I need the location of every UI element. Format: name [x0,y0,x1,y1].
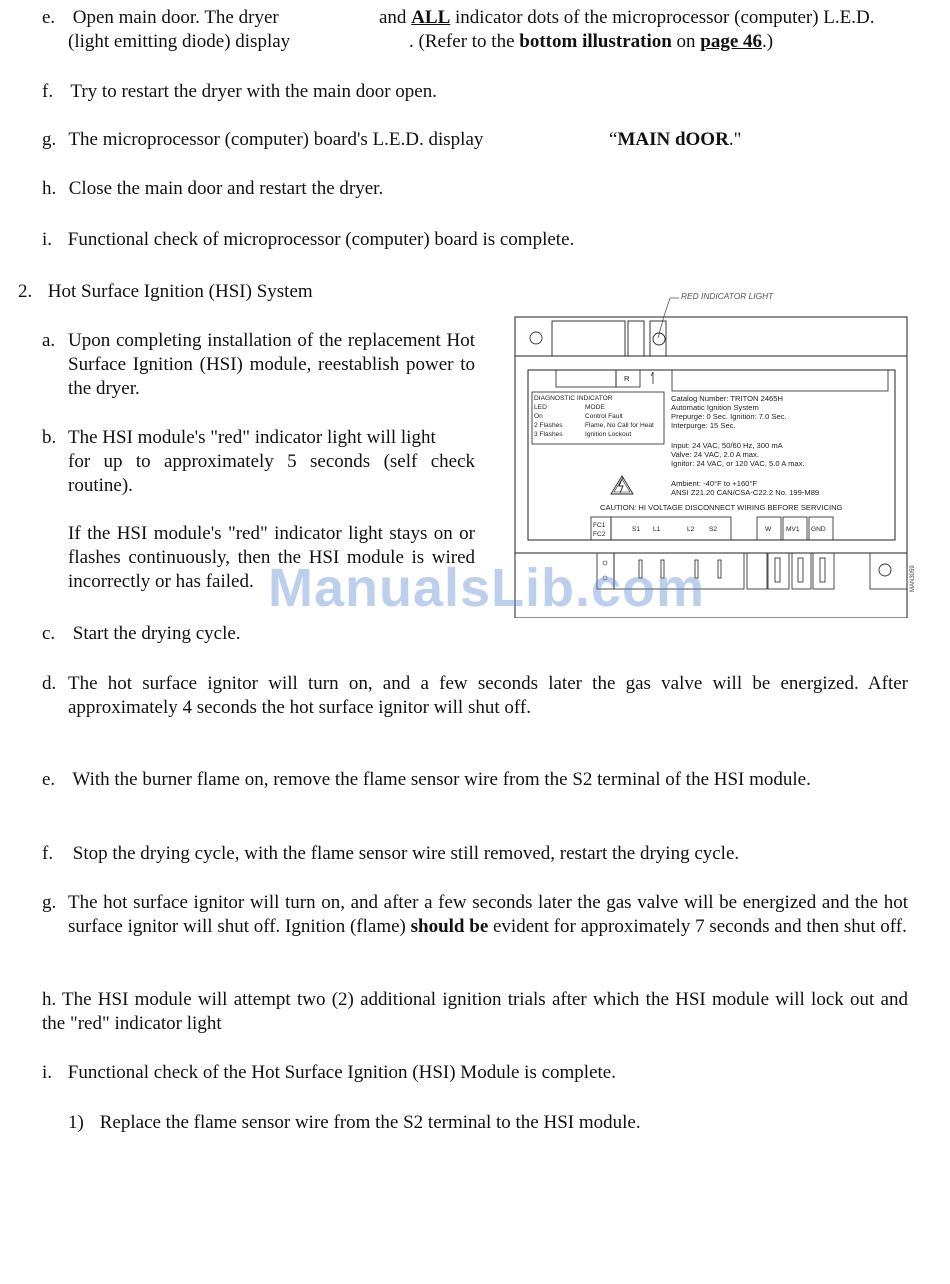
substep-text: Replace the flame sensor wire from the S2 terminal to the HSI module. [99,1112,641,1133]
catalog-number: Catalog Number: TRITON 2465H [671,394,783,403]
step-text: Functional check of the Hot Surface Ignition (HSI) Module is complete. [67,1062,616,1083]
red-indicator-callout [658,291,774,338]
mount-hole-icon [530,332,542,344]
step-2a [42,329,475,401]
step-label: i. [42,229,53,250]
emphasis-all: ALL [411,7,451,28]
section-title: Hot Surface Ignition (HSI) System [47,281,313,302]
step-text: The hot surface ignitor will turn on, and a few seconds later the gas valve will be energized. After approximately 4 seconds the hot surface ignitor will shut off. [68,673,908,718]
step-label: f. [42,843,54,864]
step-text: The microprocessor (computer) board's L.E.D. display [68,129,484,150]
top-connector [552,321,625,356]
step-2c [42,622,241,646]
col-led: LED [534,404,547,411]
step-text: Upon completing installation of the replacement Hot Surface Ignition (HSI) module, reestablish power to the dryer. [68,330,475,399]
emphasis-bottom-illustration: bottom illustration [519,31,672,52]
step-2g [42,891,908,939]
step-1f [42,80,437,104]
step-text-wrap [16,988,908,1036]
step-label: e. [42,769,56,790]
ambient-rating: Ambient: -40°F to +160°F [671,479,758,488]
step-label: g. [42,129,57,150]
step-label: c. [42,623,56,644]
step-1i [42,228,574,252]
section-2-heading [18,280,313,304]
mount-hole-icon [879,564,891,576]
callout-label: RED INDICATOR LIGHT [681,291,774,301]
quote-open: “ [609,129,618,150]
terminal-l1: L1 [653,526,661,533]
step-text: Start the drying cycle. [72,623,241,644]
step-2d [42,672,908,720]
step-text-part2: evident for approximately 7 seconds and then shut off. [493,916,907,937]
col-mode: MODE [585,404,605,411]
caution-text: CAUTION: HI VOLTAGE DISCONNECT WIRING BEFORE SERVICING [600,503,843,512]
step-text-line2: (light emitting diode) display [68,31,291,52]
step-text: Open main door. The dryer [72,7,279,28]
text-and: and [379,7,407,28]
terminal-gnd: GND [811,526,826,533]
step-label: i. [42,1062,53,1083]
substep-1 [68,1111,641,1135]
text-on: on [676,31,696,52]
terminal-fc2: FC2 [593,531,606,538]
figure-code: MAN3059 [910,565,916,592]
step-1g [42,128,922,152]
row-mode: Control Fault [585,413,623,420]
warning-triangle-icon [611,476,633,494]
row-led: On [534,413,543,420]
terminal-fc1: FC1 [593,522,606,529]
display-message [609,128,741,152]
step-text [42,891,908,939]
step-label: e. [42,7,56,28]
step-text: With the burner flame on, remove the flame sensor wire from the S2 terminal of the HSI module. [72,769,811,790]
terminal-strip [591,517,833,540]
text-indicator: indicator dots of the microprocessor (computer) L.E.D. [455,7,875,28]
rating-line: Valve: 24 VAC, 2.0 A max. [671,450,759,459]
step-text-part1: The hot surface ignitor will turn on, and after a few seconds later the gas valve will be energized and the hot surface ignitor will shut off. Ignition (flame) [68,892,908,937]
step-1e [42,6,908,54]
row-led: 3 Flashes [534,431,563,438]
watermark: ManualsLib.com [268,558,706,618]
substep-label: 1) [68,1112,84,1133]
step-label: h. [42,178,57,199]
step-label: g. [42,892,57,913]
section-number: 2. [18,281,33,302]
step-label: d. [42,673,57,694]
rating-line: Ignitor: 24 VAC, or 120 VAC, 5.0 A max. [671,459,805,468]
step-text-cont [379,6,874,30]
ansi-standard: ANSI Z21.20 CAN/CSA-C22.2 No. 199-M89 [671,488,820,497]
terminal-w: W [765,526,772,533]
step-text: Close the main door and restart the dryer. [68,178,384,199]
step-text-line2-cont [409,30,773,54]
spec-line: Prepurge: 0 Sec. Ignition: 7.0 Sec. [671,412,787,421]
step-2f [42,842,739,866]
step-text: The HSI module will attempt two (2) additional ignition trials after which the HSI module will lock out and the "red" indicator light [42,989,908,1034]
main-door-message: MAIN dOOR [617,129,729,150]
terminal-s1: S1 [632,526,641,533]
text-end: .) [762,31,774,52]
step-text-line2: for up to approximately 5 seconds (self check routine). [68,451,475,496]
step-2i [42,1061,616,1085]
terminal-s2: S2 [709,526,718,533]
text-refer: . (Refer to the [409,31,515,52]
step-label: f. [42,81,54,102]
step-2e [42,768,811,792]
step-label: h. [42,989,57,1010]
spec-line: Automatic Ignition System [671,403,759,412]
r-label: R [624,374,630,383]
step-label: b. [42,427,57,448]
row-mode: Flame, No Call for Heat [585,422,654,429]
step-text: Functional check of microprocessor (computer) board is complete. [67,229,575,250]
row-led: 2 Flashes [534,422,563,429]
step-1h [42,177,383,201]
page-reference-link[interactable]: page 46 [700,31,763,52]
spec-line: Interpurge: 15 Sec. [671,421,736,430]
step-text-para2: If the HSI module's "red" indicator light stays on or flashes continuously, then the HSI module is wired incorrectly or has failed. [68,523,475,592]
quote-end: ." [728,129,742,150]
step-2h [42,988,908,1036]
step-text-line1: The HSI module's "red" indicator light will light [68,427,436,448]
terminal-l2: L2 [687,526,695,533]
terminal-mv1: MV1 [786,526,800,533]
step-text: Stop the drying cycle, with the flame sensor wire still removed, restart the drying cycle. [72,843,740,864]
diagnostic-title: DIAGNOSTIC INDICATOR [534,395,613,402]
emphasis-should-be: should be [410,916,489,937]
step-text: Try to restart the dryer with the main door open. [70,81,437,102]
step-label: a. [42,330,56,351]
row-mode: Ignition Lockout [585,431,632,438]
label-header-box [672,370,888,391]
rating-line: Input: 24 VAC, 50/60 Hz, 300 mA [671,441,783,450]
